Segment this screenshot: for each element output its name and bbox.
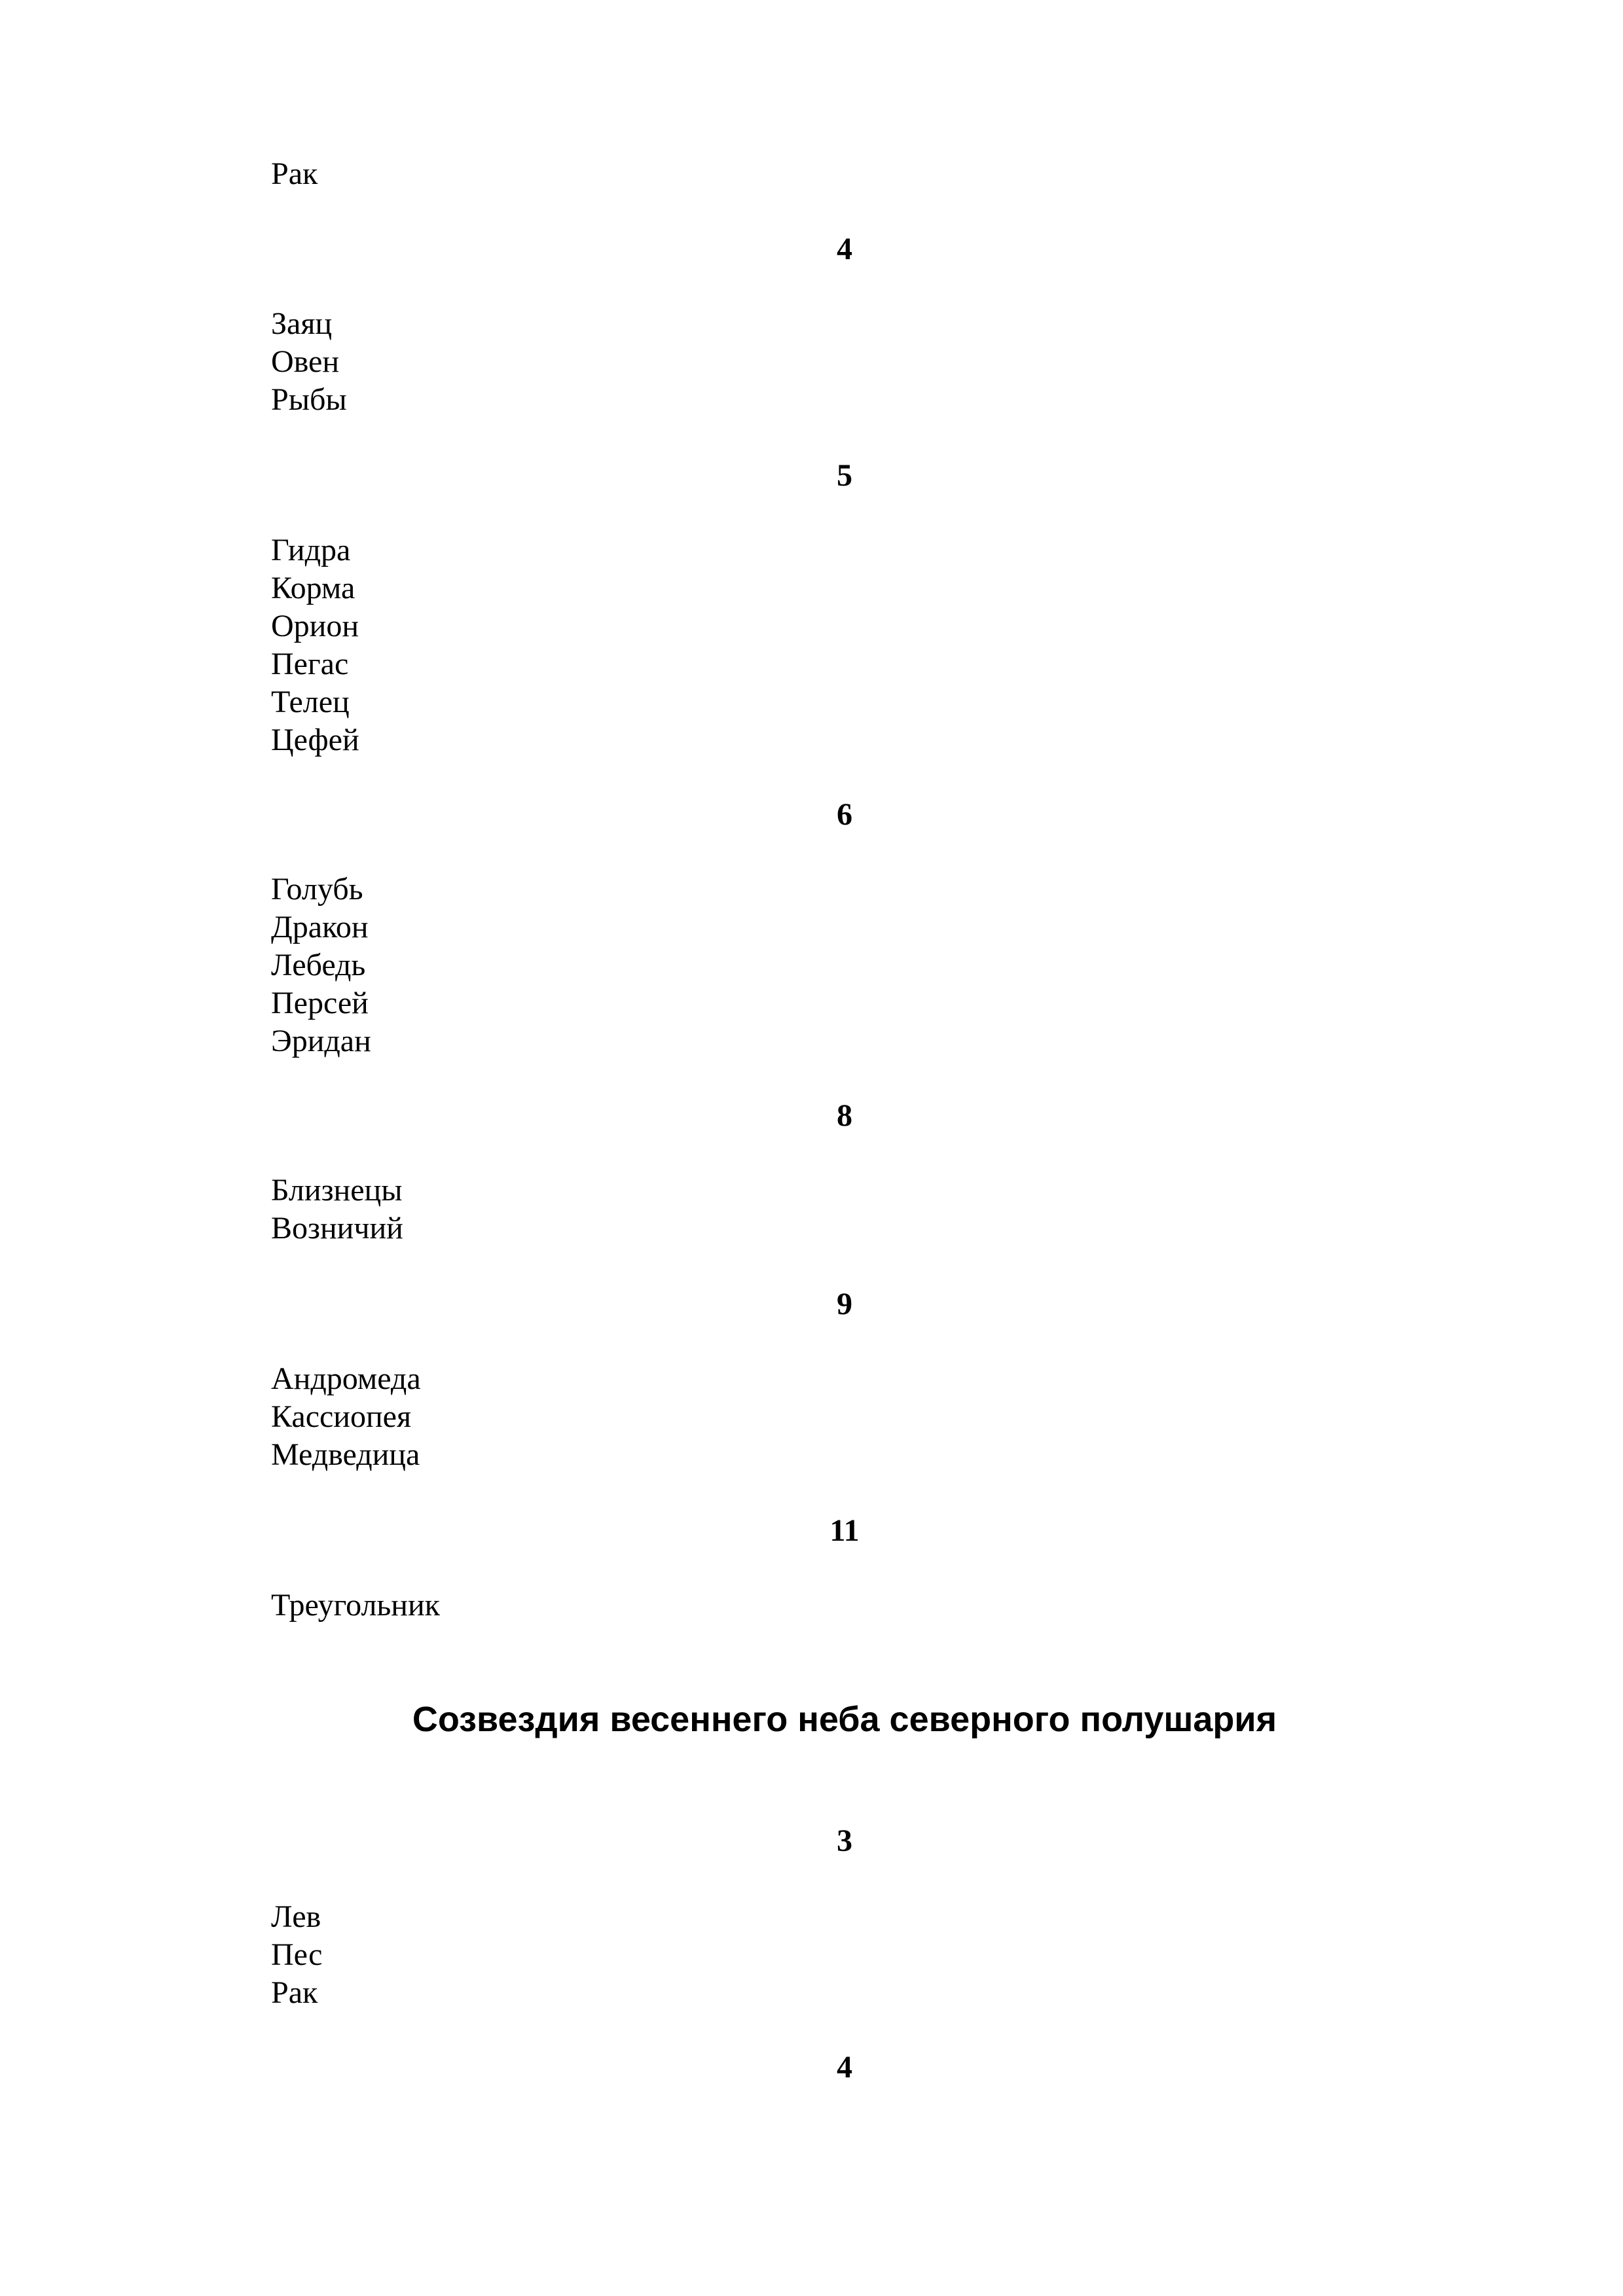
group-number: 9 (837, 1287, 852, 1321)
section-heading: Созвездия весеннего неба северного полушария (412, 1700, 1277, 1739)
group-number: 3 (837, 1823, 852, 1858)
group-number: 4 (837, 232, 852, 266)
list-item: Близнецы (271, 1173, 403, 1208)
list-item: Гидра (271, 533, 351, 567)
list-item: Персей (271, 986, 369, 1020)
list-item: Возничий (271, 1211, 403, 1246)
list-item: Овен (271, 344, 340, 379)
list-item: Телец (271, 685, 350, 719)
list-item: Голубь (271, 872, 363, 906)
list-item: Кассиопея (271, 1399, 412, 1434)
list-item: Корма (271, 571, 356, 605)
list-item: Андромеда (271, 1361, 421, 1396)
list-item: Дракон (271, 910, 369, 944)
list-item: Пегас (271, 647, 349, 681)
list-item: Рак (271, 1975, 318, 2010)
group-number: 8 (837, 1098, 852, 1133)
list-item: Треугольник (271, 1588, 440, 1623)
list-item: Пес (271, 1937, 323, 1972)
list-item: Рыбы (271, 382, 347, 417)
list-item: Лев (271, 1899, 321, 1934)
list-item: Лебедь (271, 948, 366, 982)
list-item: Медведица (271, 1437, 420, 1472)
group-number: 4 (837, 2050, 852, 2085)
group-number: 5 (837, 458, 852, 493)
group-number: 11 (830, 1513, 860, 1548)
list-item: Заяц (271, 306, 333, 341)
list-item: Эридан (271, 1024, 371, 1058)
list-item: Орион (271, 609, 359, 643)
list-item: Рак (271, 156, 318, 191)
group-number: 6 (837, 797, 852, 832)
list-item: Цефей (271, 723, 359, 757)
